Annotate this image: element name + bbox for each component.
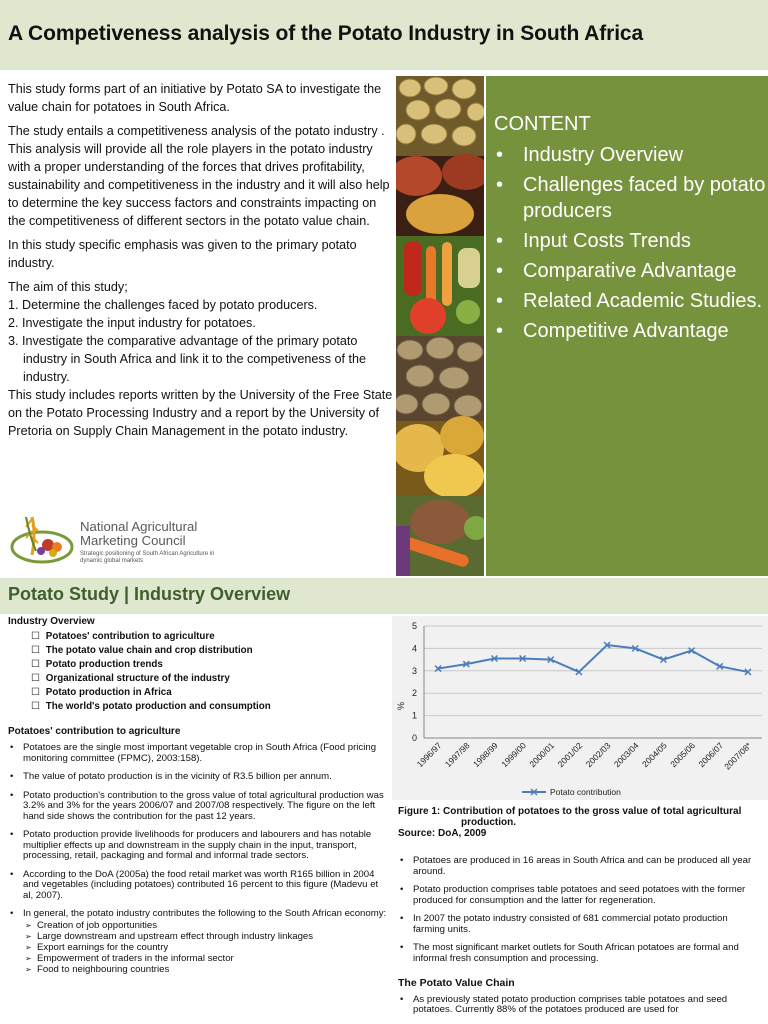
overview-item: ☐ Potato production in Africa: [31, 687, 390, 698]
economy-item: ➢ Empowerment of traders in the informal sector: [25, 953, 390, 964]
figure-source: Source: DoA, 2009: [398, 828, 487, 839]
caption-line2: production.: [461, 817, 516, 828]
y-tick-label: 5: [411, 621, 417, 631]
x-tick-label: 2001/02: [555, 740, 585, 770]
x-tick-label: 2004/05: [640, 740, 669, 770]
overview-item: ☐ Potato production trends: [31, 659, 390, 670]
content-item: • Related Academic Studies.: [494, 288, 766, 314]
contribution-item: [8, 870, 390, 902]
content-item: • Challenges faced by potato producers: [494, 172, 766, 224]
overview-list: [31, 631, 390, 712]
overview-item: ☐ Potatoes' contribution to agriculture: [31, 631, 390, 642]
series-line: [438, 645, 748, 672]
x-tick-label: 2002/03: [583, 740, 613, 770]
y-tick-label: 3: [411, 665, 417, 676]
y-tick-label: 0: [411, 733, 417, 743]
y-axis-label: %: [396, 701, 406, 711]
value-chain-list: [398, 995, 762, 1016]
overview-item: ☐ Organizational structure of the industry: [31, 673, 390, 684]
overview-item: ☐ The world's potato production and consumption: [31, 701, 390, 712]
content-item: • Industry Overview: [494, 142, 766, 168]
intro-paragraph: This study includes reports written by the University of the Free State on the Potato Processing Industry and a report by the University of Pretoria on Supply Chain Management in the potato industry.: [8, 388, 393, 438]
content-item: • Input Costs Trends: [494, 228, 766, 254]
overview-heading: Industry Overview: [8, 616, 95, 627]
legend-label: Potato contribution: [550, 787, 621, 797]
intro-paragraph: The study entails a competitiveness analysis of the potato industry . This analysis will provide all the role players in the potato industry with a proper understanding of the forces that drives profitability, sustainability and competitiveness in the industry and it will also help to determine the key success factors and constraints impacting on the competitiveness of different sectors in the potato value chain.: [8, 124, 390, 228]
namc-logo: [8, 507, 228, 577]
value-chain-heading: The Potato Value Chain: [398, 977, 515, 989]
contribution-item: • The value of potato production is in the vicinity of R3.5 billion per annum.: [8, 772, 390, 783]
vegetable-photos: [396, 76, 484, 576]
x-tick-label: 1999/00: [499, 740, 528, 770]
potato-contribution-chart: [392, 616, 768, 800]
logo-tagline: Strategic positioning of South African Agriculture in dynamic global markets: [80, 551, 215, 564]
contribution-item: • Potatoes are the single most important vegetable crop in South Africa (Food pricing monitoring committee (FPMC), 2003:158).: [8, 743, 390, 764]
namc-emblem-icon: [8, 507, 78, 577]
aim-heading: The aim of this study;: [8, 280, 128, 294]
value-chain-item: • As previously stated potato production comprises table potatoes and seed potatoes. Currently 88% of the potatoes produced are used for: [398, 995, 762, 1016]
x-tick-label: 2000/01: [527, 740, 557, 770]
economy-item: ➢ Creation of job opportunities: [25, 920, 390, 931]
content-heading: CONTENT: [494, 113, 591, 135]
x-tick-label: 1996/97: [414, 740, 444, 770]
aim-item: 2. Investigate the input industry for potatoes.: [8, 316, 256, 330]
contribution-item: [8, 909, 390, 975]
overview-column: [8, 616, 390, 983]
aim-item: 1. Determine the challenges faced by potato producers.: [8, 298, 318, 312]
line-chart: [392, 616, 768, 800]
content-item: • Comparative Advantage: [494, 258, 766, 284]
y-tick-label: 2: [411, 688, 417, 699]
x-tick-label: 1997/98: [442, 740, 472, 770]
intro-text: [8, 80, 393, 446]
production-item: • The most significant market outlets for South African potatoes are formal and informal fresh consumption and processing.: [398, 943, 762, 964]
logo-name-line2: Marketing Council: [80, 533, 186, 548]
figure-caption: [398, 806, 764, 839]
overview-item: ☐ The potato value chain and crop distribution: [31, 645, 390, 656]
section-title: Potato Study | Industry Overview: [8, 584, 291, 604]
aim-list: [8, 296, 393, 386]
production-list: [398, 856, 762, 964]
economy-item: ➢ Food to neighbouring countries: [25, 964, 390, 975]
production-item: • Potato production comprises table potatoes and seed potatoes with the former produced for consumption and the latter for regeneration.: [398, 885, 762, 906]
economy-item: ➢ Export earnings for the country: [25, 942, 390, 953]
section-bar: [0, 578, 768, 614]
retail-market-text: According to the DoA (2005a) the food retail market was worth R165 billion in 2004 and vegetables (including potatoes) contributed 16 percent to this figure (Madevu et al, 2007).: [23, 868, 379, 901]
logo-name-line1: National Agricultural: [80, 519, 198, 534]
x-tick-label: 2007/08*: [722, 740, 754, 772]
intro-paragraph: This study forms part of an initiative by Potato SA to investigate the value chain for potatoes in South Africa.: [8, 82, 382, 114]
title-bar: [0, 0, 768, 70]
x-tick-label: 1998/99: [471, 740, 500, 770]
content-list: [494, 142, 766, 348]
contribution-list: [8, 743, 390, 975]
x-tick-label: 2006/07: [696, 740, 726, 770]
aim-item: 3. Investigate the comparative advantage of the primary potato industry in South Africa and link it to the competiveness of the industry.: [8, 334, 367, 384]
content-box: [486, 76, 768, 576]
production-item: • Potatoes are produced in 16 areas in South Africa and can be produced all year around.: [398, 856, 762, 877]
intro-paragraph: In this study specific emphasis was given to the primary potato industry.: [8, 238, 357, 270]
right-column: [398, 856, 762, 1024]
economy-intro: In general, the potato industry contributes the following to the South African economy:: [23, 908, 387, 919]
contribution-heading: Potatoes' contribution to agriculture: [8, 726, 181, 737]
economy-item: ➢ Large downstream and upstream effect through industry linkages: [25, 931, 390, 942]
economy-list: [25, 920, 390, 975]
x-tick-label: 2003/04: [611, 740, 641, 770]
contribution-item: • Potato production's contribution to the gross value of total agricultural production was 3.2% and 3% for the years 2006/07 and 2007/08 respectively. The figure on the left hand side shows the contribution for the past 12 years.: [8, 791, 390, 823]
contribution-item: • Potato production provide livelihoods for producers and labourers and has notable multiplier effects up and downstream in the supply chain in the input, transport, processing, retail, packaging and formal and informal trade sectors.: [8, 830, 390, 862]
x-tick-label: 2005/06: [668, 740, 697, 770]
content-item: • Competitive Advantage: [494, 318, 766, 344]
y-tick-label: 4: [411, 643, 417, 654]
caption-line1: Figure 1: Contribution of potatoes to the gross value of total agricultural: [398, 806, 742, 817]
page-title: A Competiveness analysis of the Potato Industry in South Africa: [8, 22, 644, 45]
production-item: • In 2007 the potato industry consisted of 681 commercial potato production farming units.: [398, 914, 762, 935]
y-tick-label: 1: [411, 710, 417, 721]
vegetable-photo-strip: [396, 76, 484, 576]
